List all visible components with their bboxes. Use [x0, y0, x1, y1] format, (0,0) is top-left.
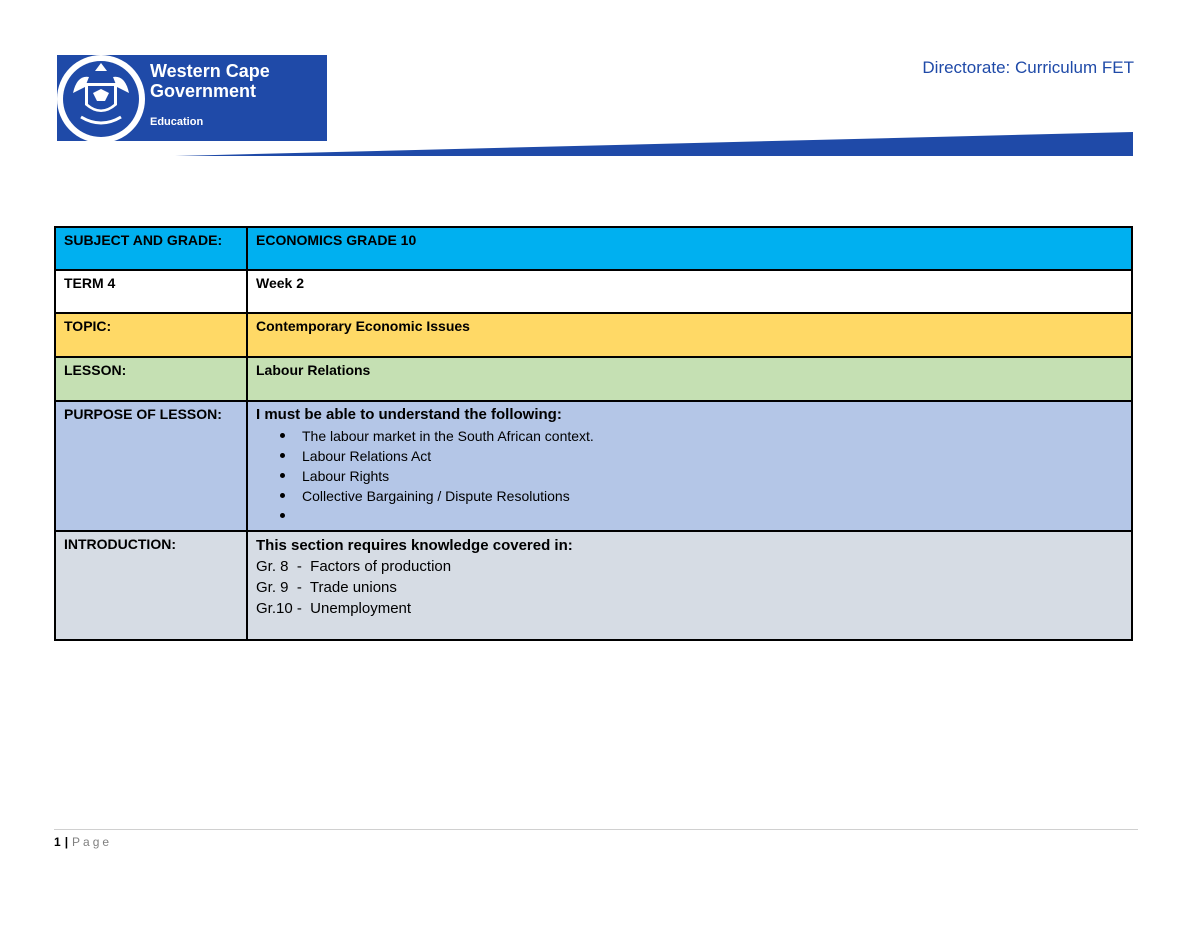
topic-label: TOPIC: — [55, 313, 247, 357]
topic-value: Contemporary Economic Issues — [247, 313, 1132, 357]
term-label: TERM 4 — [55, 270, 247, 313]
list-item — [302, 426, 1123, 446]
bullet-icon — [280, 513, 285, 518]
footer-separator: | — [64, 835, 69, 849]
introduction-lead: This section requires knowledge covered in: — [256, 537, 573, 554]
lesson-value: Labour Relations — [247, 357, 1132, 401]
lesson-label: LESSON: — [55, 357, 247, 401]
bullet-icon — [280, 473, 285, 478]
introduction-line: Gr.10 - Unemployment — [256, 600, 412, 617]
list-item-text: Collective Bargaining / Dispute Resolutions — [302, 488, 570, 504]
bullet-icon — [280, 493, 285, 498]
list-item-text: Labour Relations Act — [302, 448, 432, 464]
logo-title-line2: Government — [150, 81, 257, 101]
row-subject — [55, 227, 1132, 270]
subject-label: SUBJECT AND GRADE: — [55, 227, 247, 270]
row-term — [55, 270, 1132, 313]
page-label: Page — [72, 835, 113, 849]
subject-value: ECONOMICS GRADE 10 — [247, 227, 1132, 270]
logo-title-line1: Western Cape — [150, 61, 270, 81]
purpose-list — [256, 426, 1123, 526]
directorate-label: Directorate: Curriculum FET — [922, 58, 1134, 77]
header-swoosh-line — [175, 130, 1135, 158]
row-topic — [55, 313, 1132, 357]
lesson-plan-table — [54, 226, 1133, 641]
row-purpose — [55, 401, 1132, 531]
list-item — [302, 486, 1123, 506]
purpose-content — [247, 401, 1132, 531]
footer-divider — [54, 829, 1138, 830]
row-introduction — [55, 531, 1132, 640]
introduction-line: Gr. 9 - Trade unions — [256, 579, 397, 596]
coat-of-arms-seal — [57, 55, 155, 141]
wcg-logo — [57, 55, 327, 141]
introduction-label: INTRODUCTION: — [55, 531, 247, 640]
page-number: 1 — [54, 835, 61, 849]
list-item — [302, 466, 1123, 486]
page-footer — [54, 835, 112, 849]
logo-subtitle: Education — [150, 116, 204, 128]
list-item — [302, 506, 1123, 526]
term-value: Week 2 — [247, 270, 1132, 313]
logo-title — [150, 61, 270, 101]
bullet-icon — [280, 453, 285, 458]
introduction-line: Gr. 8 - Factors of production — [256, 558, 452, 575]
bullet-icon — [280, 433, 285, 438]
purpose-label: PURPOSE OF LESSON: — [55, 401, 247, 531]
list-item-text: The labour market in the South African context. — [302, 428, 594, 444]
list-item — [302, 446, 1123, 466]
row-lesson — [55, 357, 1132, 401]
purpose-lead: I must be able to understand the following: — [256, 406, 562, 423]
introduction-content — [247, 531, 1132, 640]
list-item-text: Labour Rights — [302, 468, 390, 484]
